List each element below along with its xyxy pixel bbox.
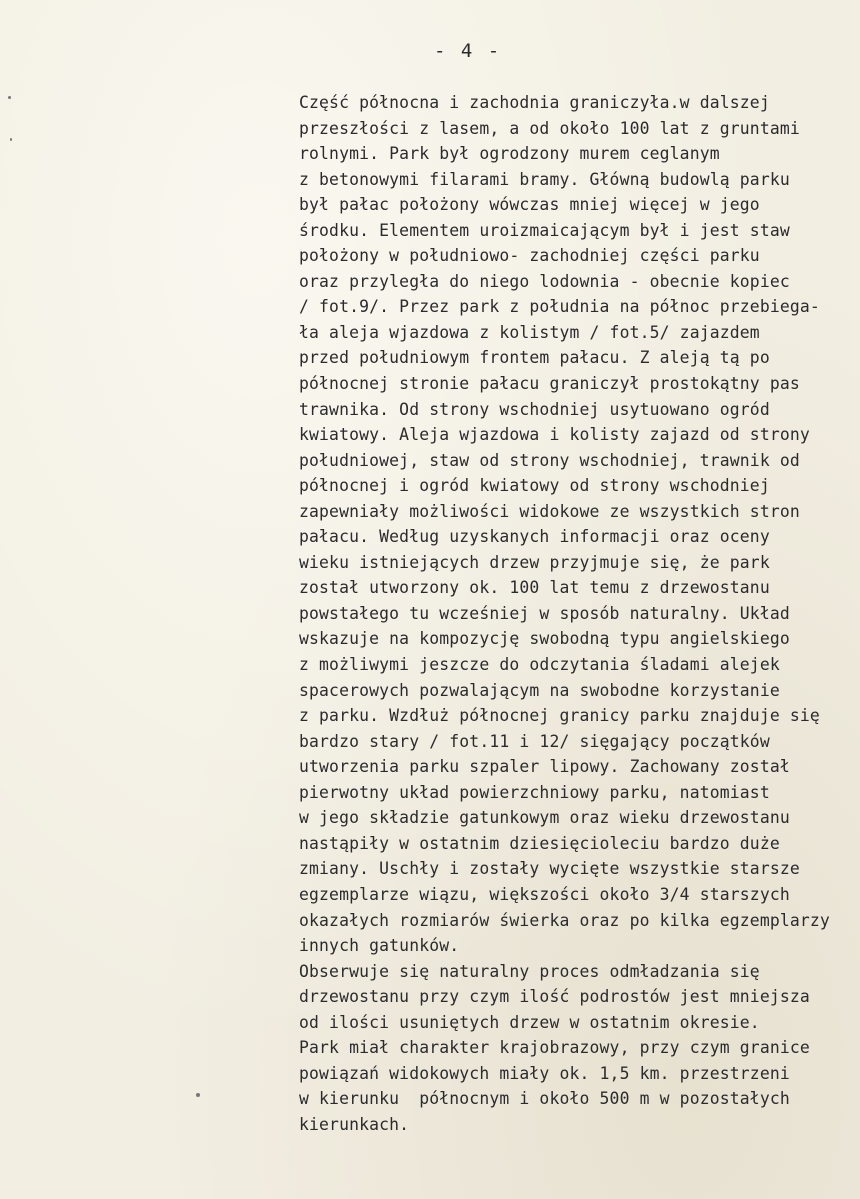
- text-line: ła aleja wjazdowa z kolistym / fot.5/ zajazdem: [299, 322, 760, 342]
- text-line: południowej, staw od strony wschodniej, trawnik od: [299, 450, 800, 470]
- margin-speck: [196, 1093, 200, 1097]
- text-line: drzewostanu przy czym ilość podrostów jest mniejsza: [299, 987, 810, 1007]
- text-line: północnej stronie pałacu graniczył prostokątny pas: [299, 374, 800, 394]
- text-line: trawnika. Od strony wschodniej usytuowano ogród: [299, 399, 770, 419]
- text-line: pierwotny układ powierzchniowy parku, natomiast: [299, 782, 770, 802]
- text-line: z możliwymi jeszcze do odczytania śladami alejek: [299, 655, 780, 675]
- text-line: powiązań widokowych miały ok. 1,5 km. przestrzeni: [299, 1063, 790, 1083]
- text-line: spacerowych pozwalającym na swobodne korzystanie: [299, 680, 780, 700]
- text-line: Park miał charakter krajobrazowy, przy czym granice: [299, 1038, 810, 1058]
- text-line: środku. Elementem uroizmaicającym był i jest staw: [299, 220, 790, 240]
- text-line: od ilości usuniętych drzew w ostatnim okresie.: [299, 1012, 760, 1032]
- text-line: Część północna i zachodnia graniczyła.w dalszej: [299, 93, 770, 112]
- text-line: był pałac położony wówczas mniej więcej w jego: [299, 195, 760, 215]
- margin-speck: [8, 96, 11, 99]
- text-line: zapewniały możliwości widokowe ze wszystkich stron: [299, 501, 800, 521]
- text-line: w kierunku północnym i około 500 m w pozostałych: [299, 1089, 790, 1109]
- text-line: przeszłości z lasem, a od około 100 lat z gruntami: [299, 118, 800, 138]
- text-line: nastąpiły w ostatnim dziesięcioleciu bardzo duże: [299, 833, 780, 853]
- body-text: [299, 90, 855, 1137]
- text-line: zmiany. Uschły i zostały wycięte wszystkie starsze: [299, 859, 800, 879]
- text-line: innych gatunków.: [299, 936, 460, 956]
- text-line: w jego składzie gatunkowym oraz wieku drzewostanu: [299, 808, 790, 828]
- text-line: / fot.9/. Przez park z południa na północ przebiega-: [299, 297, 820, 317]
- text-line: egzemplarze wiązu, większości około 3/4 starszych: [299, 884, 790, 904]
- text-line: z parku. Wzdłuż północnej granicy parku znajduje się: [299, 706, 820, 726]
- text-line: położony w południowo- zachodniej części parku: [299, 246, 760, 266]
- text-line: powstałego tu wcześniej w sposób naturalny. Układ: [299, 603, 790, 623]
- margin-speck: [10, 138, 12, 141]
- text-line: kwiatowy. Aleja wjazdowa i kolisty zajazd od strony: [299, 425, 810, 445]
- text-line: z betonowymi filarami bramy. Główną budowlą parku: [299, 169, 790, 189]
- text-line: Obserwuje się naturalny proces odmładzania się: [299, 961, 760, 981]
- text-line: oraz przyległa do niego lodownia - obecnie kopiec: [299, 271, 790, 291]
- text-line: utworzenia parku szpaler lipowy. Zachowany został: [299, 757, 790, 777]
- text-line: okazałych rozmiarów świerka oraz po kilka egzemplarzy: [299, 910, 830, 930]
- text-line: północnej i ogród kwiatowy od strony wschodniej: [299, 476, 770, 496]
- text-line: bardzo stary / fot.11 i 12/ sięgający początków: [299, 731, 770, 751]
- text-line: kierunkach.: [299, 1114, 410, 1134]
- text-line: przed południowym frontem pałacu. Z aleją tą po: [299, 348, 770, 368]
- text-line: został utworzony ok. 100 lat temu z drzewostanu: [299, 578, 770, 598]
- text-line: wskazuje na kompozycję swobodną typu angielskiego: [299, 629, 790, 649]
- page-number: - 4 -: [434, 40, 502, 62]
- text-line: pałacu. Według uzyskanych informacji oraz oceny: [299, 527, 770, 547]
- text-line: wieku istniejących drzew przyjmuje się, że park: [299, 552, 770, 572]
- text-line: rolnymi. Park był ogrodzony murem ceglanym: [299, 144, 720, 164]
